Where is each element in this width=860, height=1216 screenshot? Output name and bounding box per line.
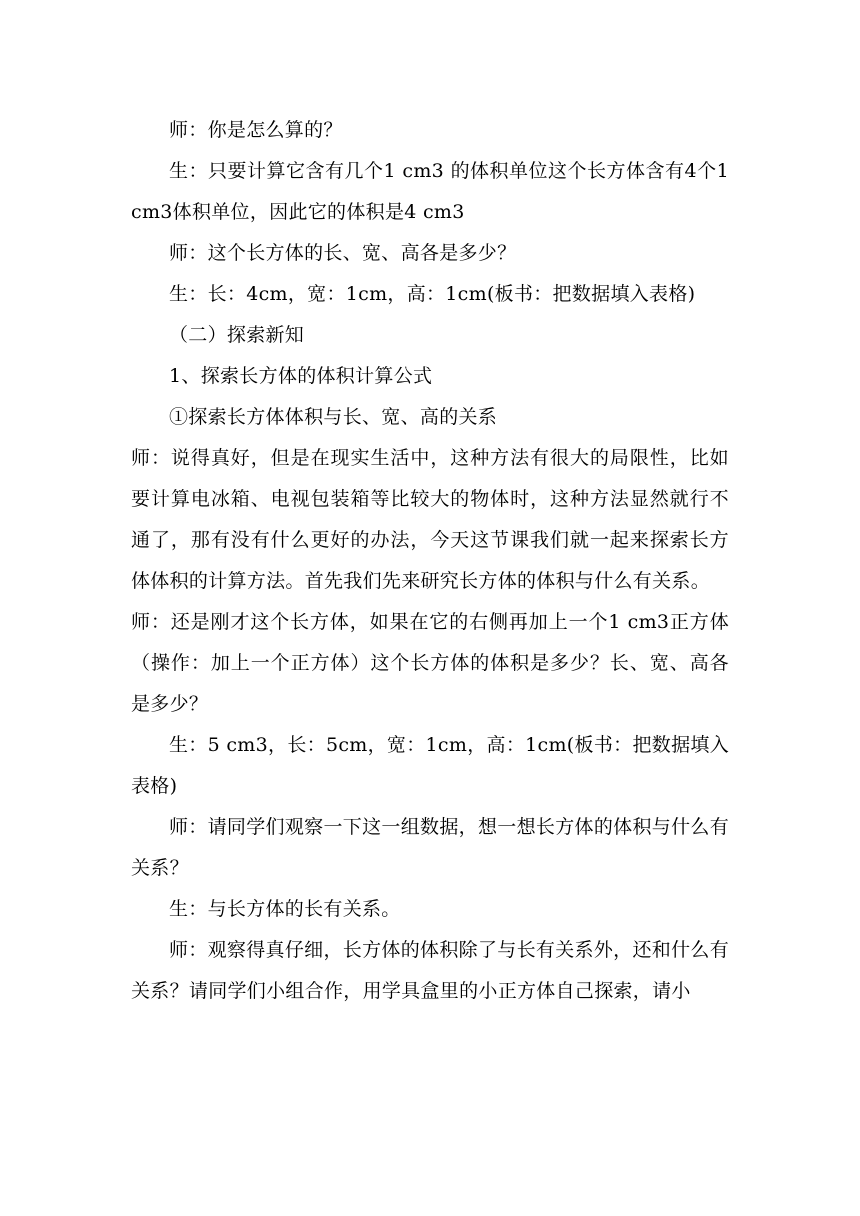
- section-heading-explore: （二）探索新知: [169, 324, 305, 346]
- subsection-heading-relation: ①探索长方体体积与长、宽、高的关系: [169, 406, 498, 428]
- paragraph-teacher-question-4: 师：请同学们观察一下这一组数据，想一想长方体的体积与什么有关系？: [131, 816, 729, 879]
- paragraph-teacher-question-2: 师：这个长方体的长、宽、高各是多少？: [169, 242, 517, 264]
- paragraph-student-answer-4: 生：与长方体的长有关系。: [169, 898, 401, 920]
- paragraph-teacher-intro: 师：说得真好，但是在现实生活中，这种方法有很大的局限性，比如要计算电冰箱、电视包装箱等比较大的物体时，这种方法显然就行不通了，那有没有什么更好的办法，今天这节课我们就一起来探索长方体体积的计算方法。首先我们先来研究长方体的体积与什么有关系。: [131, 447, 729, 592]
- paragraph-student-answer-3: 生：5 cm3，长：5cm，宽：1cm，高：1cm(板书：把数据填入表格): [131, 734, 729, 797]
- subsection-heading-formula: 1、探索长方体的体积计算公式: [169, 365, 433, 387]
- paragraph-teacher-question-1: 师：你是怎么算的？: [169, 119, 343, 141]
- paragraph-student-answer-1: 生：只要计算它含有几个1 cm3 的体积单位这个长方体含有4个1 cm3体积单位，因此它的体积是4 cm3: [131, 160, 729, 223]
- document-body: [131, 110, 729, 1012]
- paragraph-student-answer-2: 生：长：4cm，宽：1cm，高：1cm(板书：把数据填入表格): [169, 283, 696, 305]
- paragraph-teacher-question-3: 师：还是刚才这个长方体，如果在它的右侧再加上一个1 cm3正方体（操作：加上一个正方体）这个长方体的体积是多少？长、宽、高各是多少？: [131, 611, 729, 715]
- paragraph-teacher-question-5: 师：观察得真仔细，长方体的体积除了与长有关系外，还和什么有关系？请同学们小组合作，用学具盒里的小正方体自己探索，请小: [131, 939, 729, 1002]
